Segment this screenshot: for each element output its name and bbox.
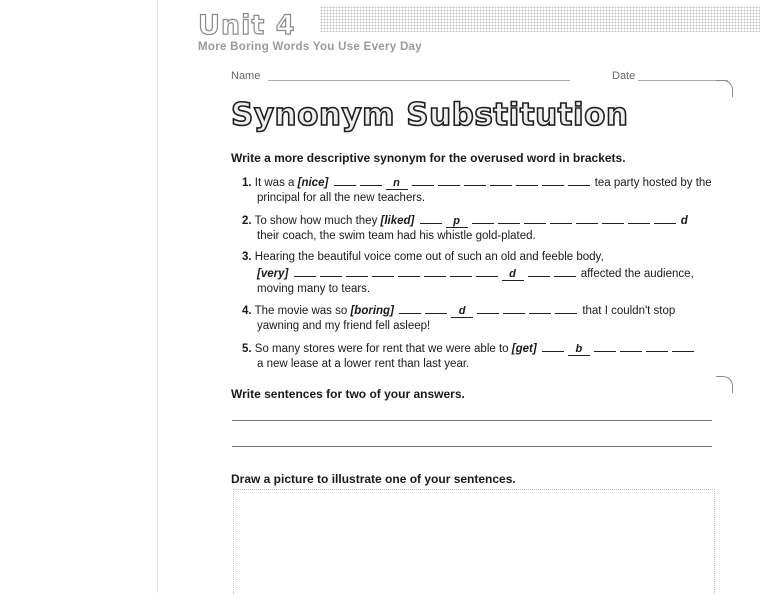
item-text: principal for all the new teachers.	[257, 192, 426, 204]
answer-blank[interactable]	[420, 212, 442, 224]
item-number: 5.	[242, 343, 252, 355]
answer-blank[interactable]	[450, 265, 472, 277]
bracket-word: [very]	[257, 268, 289, 280]
answer-blanks[interactable]	[292, 268, 581, 280]
answer-blank[interactable]	[372, 265, 394, 277]
item-text: To show how much they	[254, 215, 381, 227]
answer-blank[interactable]	[399, 302, 421, 314]
answer-letter: d	[680, 215, 688, 227]
item-text: So many stores were for rent that we were able to	[254, 343, 512, 355]
writing-line[interactable]	[232, 446, 712, 447]
answer-blank[interactable]	[550, 212, 572, 224]
answer-blanks[interactable]	[332, 177, 595, 189]
instruction-text: Write a more descriptive synonym for the overused word in brackets.	[231, 151, 626, 165]
item-text: affected the audience,	[580, 268, 694, 280]
drawing-area[interactable]	[233, 489, 715, 594]
answer-blank[interactable]	[424, 265, 446, 277]
answer-blank[interactable]	[576, 212, 598, 224]
answer-blank[interactable]	[490, 174, 512, 186]
answer-blank[interactable]	[516, 174, 538, 186]
item-number: 3.	[242, 251, 252, 263]
answer-blank[interactable]	[524, 212, 546, 224]
item-number: 4.	[242, 305, 252, 317]
item-text: their coach, the swim team had his whistle gold-plated.	[257, 230, 536, 242]
date-field[interactable]	[638, 80, 728, 81]
answer-blank[interactable]	[542, 340, 564, 352]
answer-blank[interactable]	[425, 302, 447, 314]
answer-blank[interactable]	[620, 340, 642, 352]
unit-title: Unit 4	[198, 10, 296, 41]
bracket-word: [nice]	[297, 177, 329, 189]
exercise-item-2	[242, 212, 712, 244]
page-title: Synonym Substitution	[231, 97, 629, 133]
answer-blank[interactable]	[554, 265, 576, 277]
item-text: a new lease at a lower rent than last year.	[257, 358, 470, 370]
item-text: moving many to tears.	[257, 283, 371, 295]
bracket-word: [get]	[511, 343, 537, 355]
item-text: It was a	[254, 177, 298, 189]
answer-blank[interactable]	[438, 174, 460, 186]
answer-blank[interactable]	[334, 174, 356, 186]
answer-blank[interactable]	[628, 212, 650, 224]
answer-blanks[interactable]	[540, 343, 696, 355]
answer-blank[interactable]	[654, 212, 676, 224]
item-text: that I couldn't stop	[582, 305, 676, 317]
answer-blank[interactable]	[294, 265, 316, 277]
answer-blank[interactable]: p	[446, 216, 468, 228]
answer-blank[interactable]	[555, 302, 577, 314]
answer-blank[interactable]	[542, 174, 564, 186]
answer-blanks[interactable]	[397, 305, 582, 317]
answer-blank[interactable]	[528, 265, 550, 277]
answer-blanks[interactable]	[418, 215, 681, 227]
item-text: Hearing the beautiful voice come out of such an old and feeble body,	[254, 251, 604, 263]
header-texture	[320, 6, 760, 32]
answer-blank[interactable]	[398, 265, 420, 277]
answer-blank[interactable]	[498, 212, 520, 224]
item-text: tea party hosted by the	[594, 177, 712, 189]
binder-hole-mark	[716, 376, 733, 393]
answer-blank[interactable]	[412, 174, 434, 186]
exercise-item-3	[242, 250, 712, 297]
answer-blank[interactable]	[503, 302, 525, 314]
date-label: Date	[612, 70, 636, 82]
answer-blank[interactable]	[568, 174, 590, 186]
answer-blank[interactable]	[476, 265, 498, 277]
answer-blank[interactable]	[464, 174, 486, 186]
answer-blank[interactable]: d	[451, 306, 473, 318]
exercise-item-1	[242, 174, 712, 206]
answer-blank[interactable]	[646, 340, 668, 352]
name-label: Name	[231, 70, 261, 82]
name-field[interactable]	[268, 80, 570, 81]
exercise-item-5	[242, 340, 712, 372]
item-number: 2.	[242, 215, 252, 227]
answer-blank[interactable]	[320, 265, 342, 277]
section-heading-sentences: Write sentences for two of your answers.	[231, 387, 465, 401]
unit-subtitle: More Boring Words You Use Every Day	[198, 41, 422, 53]
item-text: yawning and my friend fell asleep!	[257, 320, 431, 332]
section-heading-picture: Draw a picture to illustrate one of your sentences.	[231, 472, 516, 486]
answer-blank[interactable]	[360, 174, 382, 186]
answer-blank[interactable]	[602, 212, 624, 224]
bracket-word: [boring]	[350, 305, 394, 317]
answer-blank[interactable]	[529, 302, 551, 314]
answer-blank[interactable]	[472, 212, 494, 224]
item-text: The movie was so	[254, 305, 351, 317]
answer-blank[interactable]	[594, 340, 616, 352]
answer-blank[interactable]	[477, 302, 499, 314]
exercise-item-4	[242, 302, 712, 334]
writing-line[interactable]	[232, 420, 712, 421]
page-edge	[157, 0, 158, 593]
item-number: 1.	[242, 177, 252, 189]
answer-blank[interactable]: d	[502, 269, 524, 281]
binder-hole-mark	[716, 80, 733, 97]
bracket-word: [liked]	[380, 215, 415, 227]
answer-blank[interactable]: b	[568, 344, 590, 356]
answer-blank[interactable]	[346, 265, 368, 277]
answer-blank[interactable]	[672, 340, 694, 352]
answer-blank[interactable]: n	[386, 178, 408, 190]
